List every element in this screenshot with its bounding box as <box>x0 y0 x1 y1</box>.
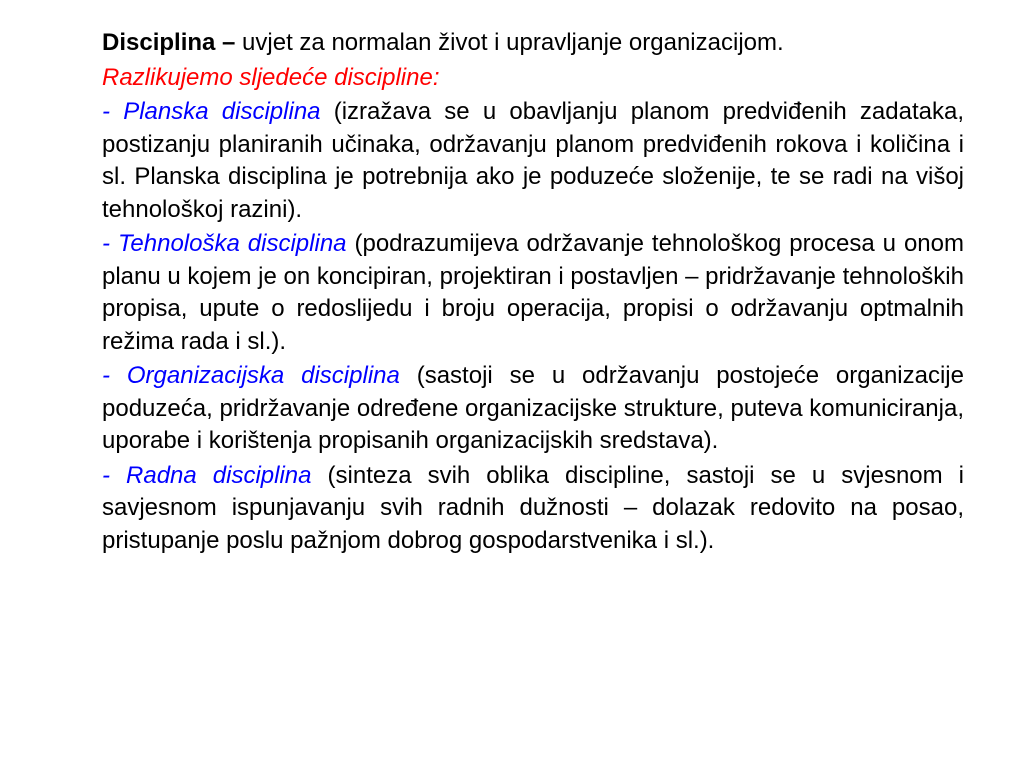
subtitle: Razlikujemo sljedeće discipline: <box>102 63 440 91</box>
list-item-tehnoloska <box>102 228 964 358</box>
definition-text: uvjet za normalan život i upravljanje organizacijom. <box>235 29 784 56</box>
item-text: (sastoji se u održavanju postojeće organizacije poduzeća, pridržavanje određene organizacijske strukture, puteva komuniciranja, uporabe i korištenja propisanih organizacijskih sredstava). <box>102 362 964 454</box>
list-item-organizacijska <box>102 360 964 458</box>
item-term: - Planska disciplina <box>102 98 321 125</box>
item-text: (sinteza svih oblika discipline, sastoji se u svjesnom i savjesnom ispunjavanju svih radnih dužnosti – dolazak redovito na posao, pristupanje poslu pažnjom dobrog gospodarstvenika i sl.). <box>102 461 964 554</box>
item-term: - Tehnološka disciplina <box>102 230 347 257</box>
item-term: - Radna disciplina <box>102 461 312 489</box>
definition-term: Disciplina – <box>102 29 236 56</box>
item-text: (podrazumijeva održavanje tehnološkog procesa u onom planu u kojem je on koncipiran, projektiran i postavljen – pridržavanje tehnoloških propisa, upute o redoslijedu i broju operacija, propisi o održavanju optmalnih režima rada i sl.). <box>102 230 964 355</box>
item-term: - Organizacijska disciplina <box>102 362 400 389</box>
list-item-radna <box>102 460 964 558</box>
definition-paragraph <box>102 27 964 60</box>
item-text: (izražava se u obavljanju planom predviđenih zadataka, postizanju planiranih učinaka, održavanju planom predviđenih rokova i količina i sl. Planska disciplina je potrebnija ako je poduzeće složenije, te se radi na višoj tehnološkoj razini). <box>102 98 964 223</box>
slide-content <box>102 27 964 559</box>
list-item-planska <box>102 96 964 226</box>
